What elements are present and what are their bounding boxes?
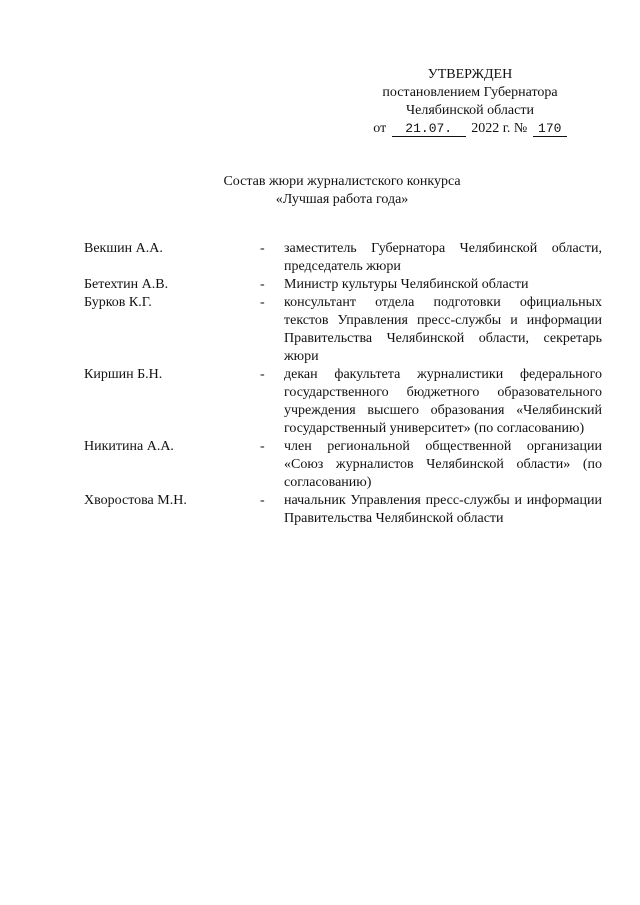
date-prefix: от <box>373 121 387 136</box>
approval-date-value: 21.07. <box>392 122 466 137</box>
member-dash: - <box>260 241 265 256</box>
approval-line-2: Челябинской области <box>406 103 534 118</box>
member-name: Векшин А.А. <box>84 241 163 256</box>
member-role: член региональной общественной организации «Союз журналистов Челябинской области» (по согласованию) <box>284 439 602 490</box>
document-title <box>0 173 640 209</box>
member-row <box>84 438 602 492</box>
member-role: Министр культуры Челябинской области <box>284 277 529 292</box>
title-line-2: «Лучшая работа года» <box>275 192 409 207</box>
member-row <box>84 240 602 276</box>
member-dash: - <box>260 439 265 454</box>
member-dash: - <box>260 493 265 508</box>
approval-number-value: 170 <box>533 122 567 137</box>
jury-roster <box>84 240 602 528</box>
member-role: консультант отдела подготовки официальных текстов Управления пресс-службы и информации Правительства Челябинской области, секретарь жюри <box>284 295 602 364</box>
member-name: Никитина А.А. <box>84 439 174 454</box>
member-row <box>84 492 602 528</box>
member-name: Хворостова М.Н. <box>84 493 187 508</box>
approval-heading: УТВЕРЖДЕН <box>427 67 513 82</box>
member-row <box>84 294 602 366</box>
member-name: Бетехтин А.В. <box>84 277 169 292</box>
member-dash: - <box>260 367 265 382</box>
member-role: декан факультета журналистики федерального государственного бюджетного образовательного учреждения высшего образования «Челябинский государственный университет» (по согласованию) <box>284 367 602 436</box>
member-name: Киршин Б.Н. <box>84 367 163 382</box>
approval-line-1: постановлением Губернатора <box>382 85 558 100</box>
member-dash: - <box>260 277 265 292</box>
approval-stamp <box>360 66 580 138</box>
member-role: начальник Управления пресс-службы и информации Правительства Челябинской области <box>284 493 602 526</box>
approval-year-text: 2022 г. № <box>471 121 528 136</box>
member-name: Бурков К.Г. <box>84 295 152 310</box>
title-line-1: Состав жюри журналистского конкурса <box>223 174 461 189</box>
member-role: заместитель Губернатора Челябинской области, председатель жюри <box>284 241 602 274</box>
approval-date-line <box>360 120 580 138</box>
member-row <box>84 276 602 294</box>
member-row <box>84 366 602 438</box>
member-dash: - <box>260 295 265 310</box>
